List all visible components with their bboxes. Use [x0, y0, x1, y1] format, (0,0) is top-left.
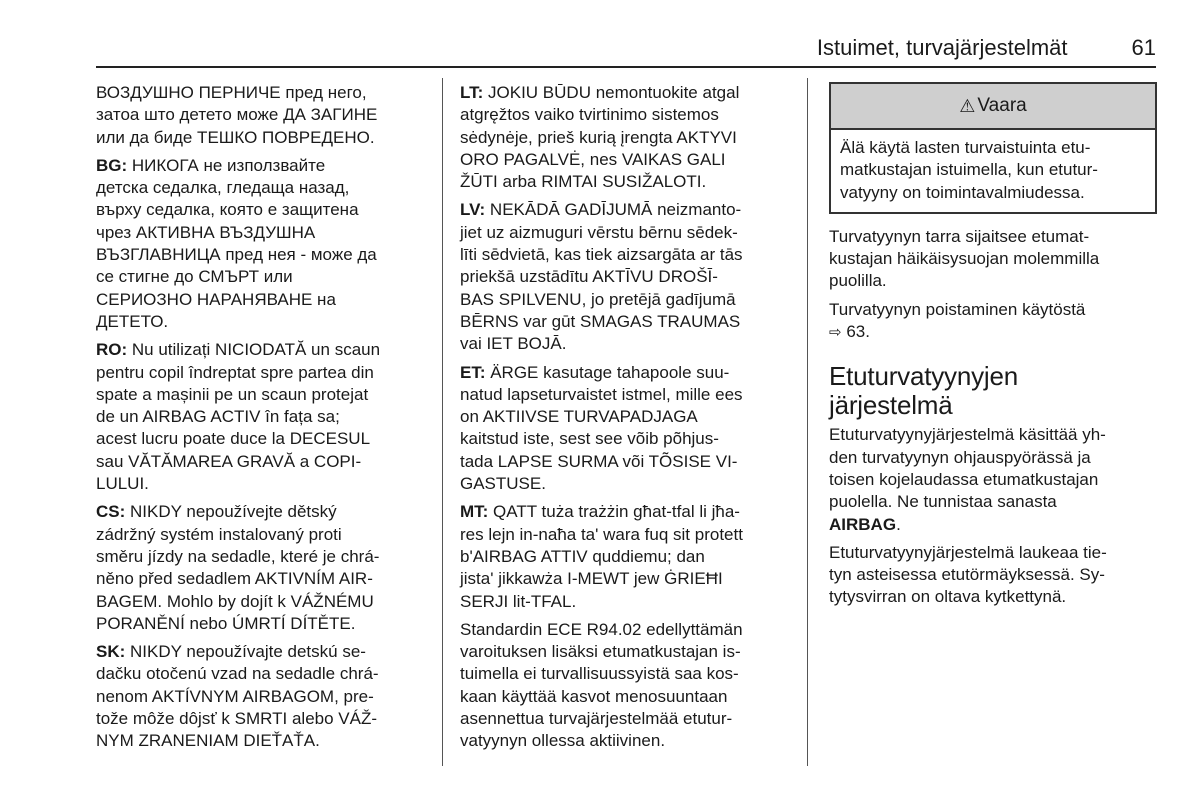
paragraph-text: NEKĀDĀ GADĪJUMĀ neizmanto- jiet uz aizmuguri vērstu bērnu sēdek- līti sēdvietā, kas tiek aizsargāta ar tās priekšā uzstādītu AKTĪVU DROŠĪ- BAS SPILVENU, jo pretējā gadījumā BĒRNS var gūt SMAGAS TRAUMAS vai IET BOJĀ. [460, 200, 743, 354]
language-code: LV: [460, 200, 486, 220]
warning-title: Vaara [977, 94, 1027, 116]
mt-warning-paragraph [460, 501, 796, 612]
warning-header [831, 84, 1155, 130]
warning-box [829, 82, 1157, 214]
language-code: LT: [460, 83, 484, 102]
cs-warning-paragraph [96, 501, 432, 635]
column-divider-1 [442, 78, 443, 766]
paragraph-text: JOKIU BŪDU nemontuokite atgal atgręžtos vaiko tvirtinimo sistemos sėdynėje, prieš kurią įrengta AKTYVI ORO PAGALVĖ, nes VAIKAS GALI ŽŪTI arba RIMTAI SUSIŽALOTI. [460, 83, 740, 192]
warning-triangle-icon: ⚠ [959, 95, 976, 116]
label-location-paragraph: Turvatyynyn tarra sijaitsee etumat- kustajan häikäisysuojan molemmilla puolilla. [829, 226, 1100, 291]
column-1 [96, 82, 432, 759]
ece-standard-paragraph [460, 619, 796, 753]
page-header [96, 30, 1156, 66]
section-title: Istuimet, turvajärjestelmät [816, 35, 1068, 60]
language-code: RO: [96, 340, 128, 360]
paragraph-end: . [896, 514, 901, 534]
paragraph-text: Turvatyynyn poistaminen käytöstä [829, 299, 1086, 319]
warning-body: Älä käytä lasten turvaistuinta etu- matkustajan istuimella, kun etutur- vatyyny on toimintavalmiudessa. [840, 138, 1098, 202]
ro-warning-paragraph [96, 339, 432, 495]
mk-warning-paragraph [96, 82, 432, 149]
header-rule [96, 66, 1156, 68]
paragraph-text: QATT tuża trażżin għat-tfal li jħa- res lejn in-naħa ta' wara fuq sit protett b'AIRBAG ATTIV quddiemu; dan jista' jikkawża I-MEWT jew ĠRIEĦI SERJI lit-TFAL. [460, 502, 743, 611]
lv-warning-paragraph [460, 199, 796, 355]
airbag-term: AIRBAG [829, 514, 897, 534]
paragraph-text: NIKDY nepoužívejte dětský zádržný systém instalovaný proti směru jízdy na sedadle, které je chrá- něno před sedadlem AKTIVNÍM AIR- BAGEM. Mohlo by dojít k VÁŽNÉMU PORANĚNÍ nebo ÚMRTÍ DÍTĚTE. [96, 502, 380, 633]
sk-warning-paragraph [96, 641, 432, 752]
language-code: ET: [460, 362, 486, 382]
lt-warning-paragraph [460, 82, 796, 193]
deployment-paragraph: Etuturvatyynyjärjestelmä laukeaa tie- tyn asteisessa etutörmäyksessä. Sy- tytysvirran on oltava kytkettynä. [829, 542, 1107, 607]
paragraph-text: NIKDY nepoužívajte detskú se- dačku otočenú vzad na sedadle chrá- nenom AKTÍVNYM AIRBAGOM, pre- tože môže dôjsť k SMRTI alebo VÁŽ- NYM ZRANENIAM DIEŤAŤA. [96, 642, 379, 751]
paragraph-text: ВОЗДУШНО ПЕРНИЧЕ пред него, затоа што детето може ДА ЗАГИНЕ или да биде ТЕШКО ПОВРЕДЕНО. [96, 83, 378, 147]
language-code: SK: [96, 642, 126, 662]
language-code: CS: [96, 502, 126, 522]
paragraph-text: НИКОГА не използвайте детска седалка, гледаща назад, върху седалка, която е защитена чрез АКТИВНА ВЪЗДУШНА ВЪЗГЛАВНИЦА пред нея - може да се стигне до СМЪРТ или СЕРИОЗНО НАРАНЯВАНЕ на ДЕТЕТО. [96, 155, 377, 331]
page-number: 61 [1131, 35, 1156, 60]
section-heading: Etuturvatyynyjen järjestelmä [829, 361, 1019, 421]
page-reference-link[interactable]: 63. [846, 322, 870, 342]
paragraph-text: Nu utilizați NICIODATĂ un scaun pentru copil îndreptat spre partea din spate a mașinii pe un scaun protejat de un AIRBAG ACTIV în fața sa; acest lucru poate duce la DECESUL sau VĂTĂMAREA GRAVĂ a COPI- LULUI. [96, 340, 381, 494]
deactivation-reference-paragraph [829, 299, 1157, 345]
column-3 [829, 82, 1157, 615]
paragraph-text: ÄRGE kasutage tahapoole suu- natud lapseturvaistet istmel, mille ees on AKTIIVSE TURVAPADJAGA kaitstud iste, sest see võib põhjus- tada LAPSE SURMA või TÕSISE VI- GASTUSE. [460, 362, 743, 494]
paragraph-text: Standardin ECE R94.02 edellyttämän varoituksen lisäksi etumatkustajan is- tuimella ei turvallisuussyistä saa kos- kaan käyttää kasvot menosuuntaan asennettua turvajärjestelmää etutur- vatyynyn ollessa aktiivinen. [460, 619, 743, 751]
bg-warning-paragraph [96, 155, 432, 333]
language-code: BG: [96, 155, 128, 175]
paragraph-text: Etuturvatyynyjärjestelmä käsittää yh- den turvatyynyn ohjauspyörässä ja toisen kojelaudassa etumatkustajan puolella. Ne tunnistaa sanasta [829, 425, 1106, 512]
system-description-paragraph [829, 424, 1157, 535]
column-divider-2 [807, 78, 808, 766]
et-warning-paragraph [460, 362, 796, 496]
language-code: MT: [460, 502, 489, 522]
page-reference-arrow-icon: ⇨ [829, 324, 842, 342]
column-2 [460, 82, 796, 759]
